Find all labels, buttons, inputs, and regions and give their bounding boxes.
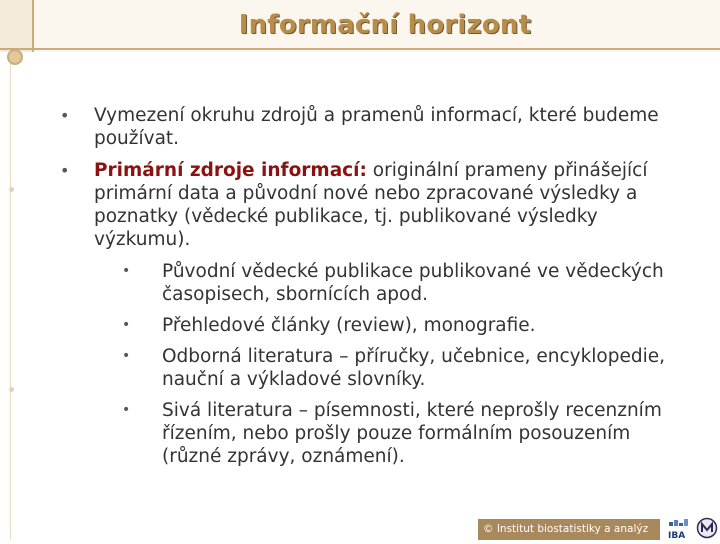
- footer-copyright: © Institut biostatistiky a analýz: [483, 523, 649, 535]
- frame-vertical-line: [32, 0, 34, 52]
- subbullet-text: Původní vědecké publikace publikované ve vědeckých časopisech, sbornících apod.: [162, 261, 664, 305]
- university-seal-icon: [696, 517, 718, 539]
- subbullet-text: Sivá literatura – písemnosti, které neprošly recenzním řízením, nebo prošly pouze formálním posouzením (různé zprávy, oznámení).: [162, 400, 662, 467]
- slide-title: Informační horizont: [238, 10, 532, 40]
- subbullet-item: [60, 314, 680, 337]
- bullet-marker: •: [60, 106, 70, 125]
- dot-ornament-1: [9, 187, 14, 192]
- iba-logo: [666, 518, 692, 540]
- top-left-panel: [0, 0, 32, 52]
- circle-ornament: [7, 49, 23, 65]
- subbullet-text: Odborná literatura – příručky, učebnice, encyklopedie, nauční a výkladové slovníky.: [162, 346, 666, 390]
- subbullet-marker: •: [122, 317, 131, 333]
- subbullet-item: [60, 345, 680, 391]
- slide-content: [60, 104, 680, 476]
- bullet-highlight: Primární zdroje informací:: [94, 160, 367, 181]
- frame-horizontal-line: [0, 48, 720, 50]
- bullet-item: [60, 104, 680, 150]
- bullet-marker: •: [60, 161, 70, 180]
- bullet-item: [60, 159, 680, 251]
- iba-logo-icon: [666, 518, 692, 540]
- bullet-text: Vymezení okruhu zdrojů a pramenů informací, které budeme používat.: [94, 105, 659, 149]
- subbullet-marker: •: [122, 348, 131, 364]
- subbullet-marker: •: [122, 263, 131, 279]
- bullet-text: originální prameny přinášející primární data a původní nové nebo zpracované výsledky a poznatky (vědecké publikace, tj. publikované výsledky výzkumu).: [94, 160, 648, 250]
- subbullet-item: [60, 260, 680, 306]
- subbullet-marker: •: [122, 402, 131, 418]
- left-guide-line: [10, 62, 11, 540]
- subbullet-item: [60, 399, 680, 468]
- university-logo: [696, 517, 718, 539]
- dot-ornament-2: [9, 387, 14, 392]
- subbullet-text: Přehledové články (review), monografie.: [162, 315, 536, 336]
- iba-logo-text: IBA: [668, 531, 686, 540]
